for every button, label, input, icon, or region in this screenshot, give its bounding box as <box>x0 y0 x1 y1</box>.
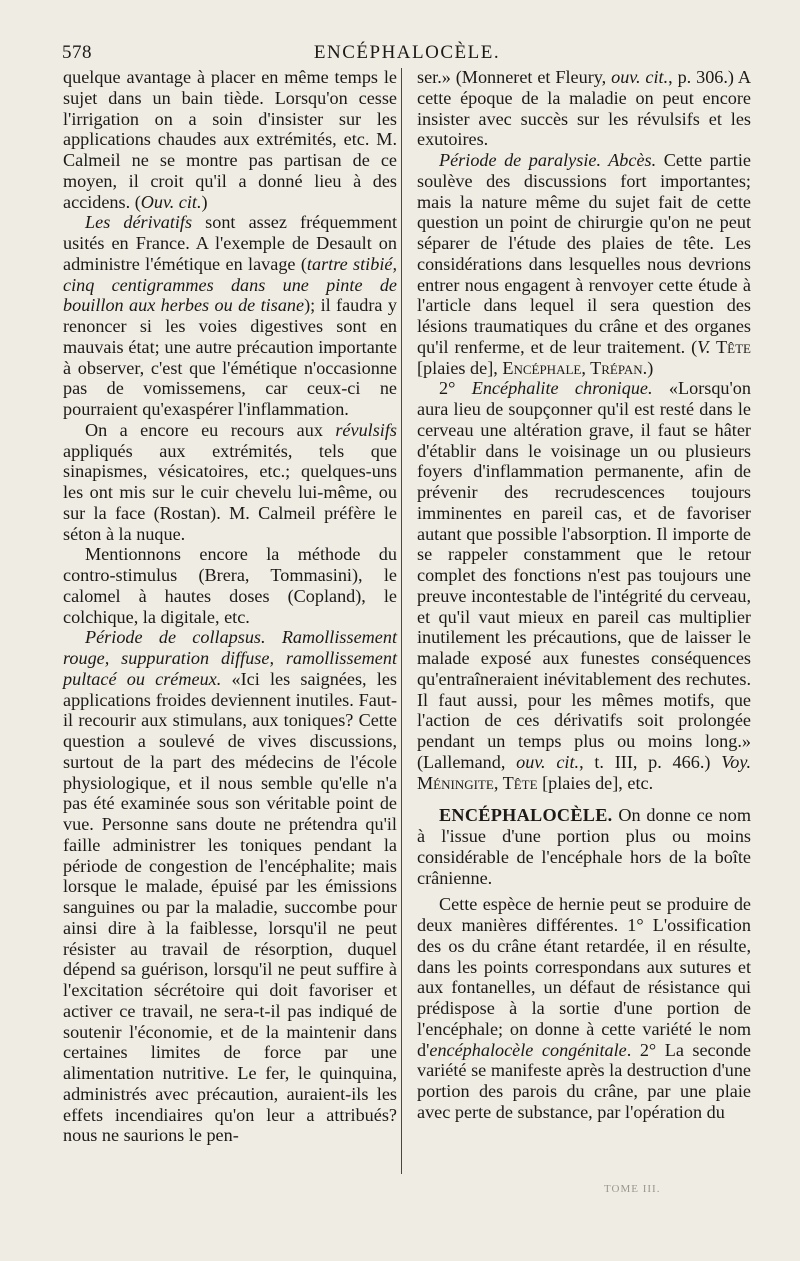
paragraph: ser.» (Monneret et Fleury, ouv. cit., p. 306.) A cette époque de la maladie on peut encore insister avec succès sur les révulsifs et les exutoires. <box>417 67 751 150</box>
paragraph: Mentionnons encore la méthode du contro-stimulus (Brera, Tommasini), le calomel à hautes doses (Copland), le colchique, la digitale, etc. <box>63 544 397 627</box>
signature-mark: TOME III. <box>604 1183 661 1195</box>
article-entry: ENCÉPHALOCÈLE. On donne ce nom à l'issue d'une portion plus ou moins considérable de l'encéphale hors de la boîte crânienne. <box>417 805 751 888</box>
running-title: ENCÉPHALOCÈLE. <box>313 42 501 63</box>
page-header <box>62 40 752 66</box>
column-divider <box>401 68 402 1174</box>
left-column <box>63 67 397 1146</box>
page-number: 578 <box>62 42 92 63</box>
paragraph: Les dérivatifs sont assez fréquemment usités en France. A l'exemple de Desault on administre l'émétique en lavage (tartre stibié, cinq centigrammes dans une pinte de bouillon aux herbes ou de tisane); il faudra y renoncer si les voies digestives sont en mauvais état; une autre précaution importante à observer, c'est que l'émétique n'occasionne pas de vomissemens, car ceux-ci ne pourraient qu'exaspérer l'inflammation. <box>63 212 397 419</box>
paragraph: On a encore eu recours aux révulsifs appliqués aux extrémités, tels que sinapismes, vésicatoires, etc.; quelques-uns les ont mis sur le cuir chevelu lui-même, ou sur la face (Rostan). M. Calmeil préfère le séton à la nuque. <box>63 419 397 544</box>
right-column <box>417 67 751 1123</box>
paragraph: quelque avantage à placer en même temps le sujet dans un bain tiède. Lorsqu'on cesse l'irrigation on a soin d'insister sur les applications chaudes aux extrémités, etc. M. Calmeil ne se montre pas partisan de ce moyen, il croit qu'il a donné lieu à des accidens. (Ouv. cit.) <box>63 67 397 212</box>
paragraph: Période de paralysie. Abcès. Cette partie soulève des discussions fort importantes; mais la nature même du sujet fait de cette question un point de chirurgie qu'on ne peut séparer de l'étude des plaies de tête. Les considérations dans lesquelles nous devrions entrer nous engagent à renvoyer cette étude à l'article dans lequel il sera question des lésions traumatiques du crâne et des organes qu'il renferme, et de leur traitement. (V. Tête [plaies de], Encéphale, Trépan.) <box>417 150 751 378</box>
paragraph: Cette espèce de hernie peut se produire de deux manières différentes. 1° L'ossification des os du crâne étant retardée, il en résulte, dans les points correspondans aux sutures et aux fontanelles, un défaut de résistance qui prédispose à la sortie d'une portion de l'encéphale; on donne à cette variété le nom d'encéphalocèle congénitale. 2° La seconde variété se manifeste après la destruction d'une portion des parois du crâne, par une plaie avec perte de substance, par l'opération du <box>417 894 751 1122</box>
paragraph: Période de collapsus. Ramollissement rouge, suppuration diffuse, ramollissement pultacé ou crémeux. «Ici les saignées, les applications froides deviennent inutiles. Faut-il recourir aux stimulans, aux toniques? Cette question a soulevé de vives discussions, surtout de la part des médecins de l'école physiologique, et il nous semble qu'elle n'a pas été examinée sous son véritable point de vue. Personne sans doute ne prétendra qu'il faille administrer les toniques pendant la période de congestion de l'encéphalite; mais lorsque le malade, épuisé par les émissions sanguines ou par la maladie, succombe pour ainsi dire à la faiblesse, lorsqu'il ne peut résister au travail de résorption, duquel dépend sa guérison, lorsqu'il ne peut suffire à l'excitation sécrétoire qui doit favoriser et activer ce travail, ne sera-t-il pas indiqué de soutenir l'économie, et de la maintenir dans certaines limites de force par une alimentation nutritive. Le fer, le quinquina, administrés avec précaution, auraient-ils les effets incendiaires qu'on leur a attribués? nous ne saurions le pen- <box>63 627 397 1146</box>
article-headword: ENCÉPHALOCÈLE. <box>439 805 613 826</box>
paragraph: 2° Encéphalite chronique. «Lorsqu'on aura lieu de soupçonner qu'il est resté dans le cerveau une altération grave, il faut se hâter d'établir dans le voisinage un ou plusieurs foyers d'inflammation permanente, afin de prévenir des recrudescences toujours imminentes en pareil cas, et de favoriser autant que possible l'absorption. Il importe de se rappeler constamment que le retour complet des fonctions n'est pas toujours une preuve incontestable de l'intégrité du cerveau, et qu'il vaut mieux en pareil cas multiplier inutilement les précautions, que de laisser le malade exposé aux funestes conséquences qu'entraîneraient inévitablement des rechutes. Il faut aussi, pour les mêmes motifs, que l'action de ces dérivatifs soit prolongée pendant un temps plus ou moins long.» (Lallemand, ouv. cit., t. III, p. 466.) Voy. Méningite, Tête [plaies de], etc. <box>417 378 752 793</box>
